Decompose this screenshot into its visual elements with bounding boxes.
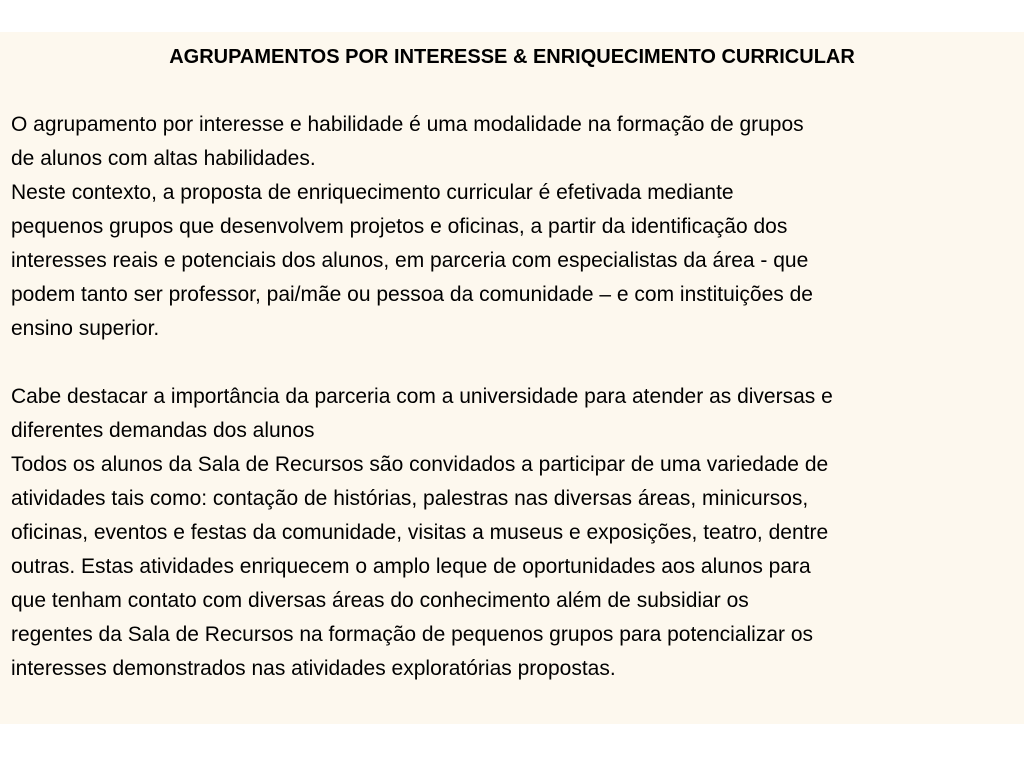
body-line: de alunos com altas habilidades. bbox=[11, 147, 316, 170]
body-line: pequenos grupos que desenvolvem projetos e oficinas, a partir da identificação dos bbox=[11, 215, 788, 238]
slide-title: AGRUPAMENTOS POR INTERESSE & ENRIQUECIMENTO CURRICULAR bbox=[169, 46, 855, 68]
body-line: outras. Estas atividades enriquecem o amplo leque de oportunidades aos alunos para bbox=[11, 555, 811, 578]
body-line: interesses demonstrados nas atividades exploratórias propostas. bbox=[11, 657, 616, 680]
body-line: que tenham contato com diversas áreas do conhecimento além de subsidiar os bbox=[11, 589, 749, 612]
body-line: atividades tais como: contação de histórias, palestras nas diversas áreas, minicursos, bbox=[11, 487, 809, 510]
body-line: Todos os alunos da Sala de Recursos são convidados a participar de uma variedade de bbox=[11, 453, 829, 476]
body-line: O agrupamento por interesse e habilidade é uma modalidade na formação de grupos bbox=[11, 113, 804, 136]
body-line: diferentes demandas dos alunos bbox=[11, 419, 315, 442]
body-line: regentes da Sala de Recursos na formação de pequenos grupos para potencializar os bbox=[11, 623, 814, 646]
body-line: interesses reais e potenciais dos alunos, em parceria com especialistas da área - que bbox=[11, 249, 809, 272]
body-line: ensino superior. bbox=[11, 317, 160, 340]
body-line: podem tanto ser professor, pai/mãe ou pessoa da comunidade – e com instituições de bbox=[11, 283, 813, 306]
body-line: Neste contexto, a proposta de enriquecimento curricular é efetivada mediante bbox=[11, 181, 734, 204]
paragraph-spacer bbox=[11, 346, 1019, 380]
slide-body bbox=[11, 108, 1019, 686]
body-line: Cabe destacar a importância da parceria com a universidade para atender as diversas e bbox=[11, 385, 833, 408]
body-line: oficinas, eventos e festas da comunidade, visitas a museus e exposições, teatro, dentre bbox=[11, 521, 829, 544]
